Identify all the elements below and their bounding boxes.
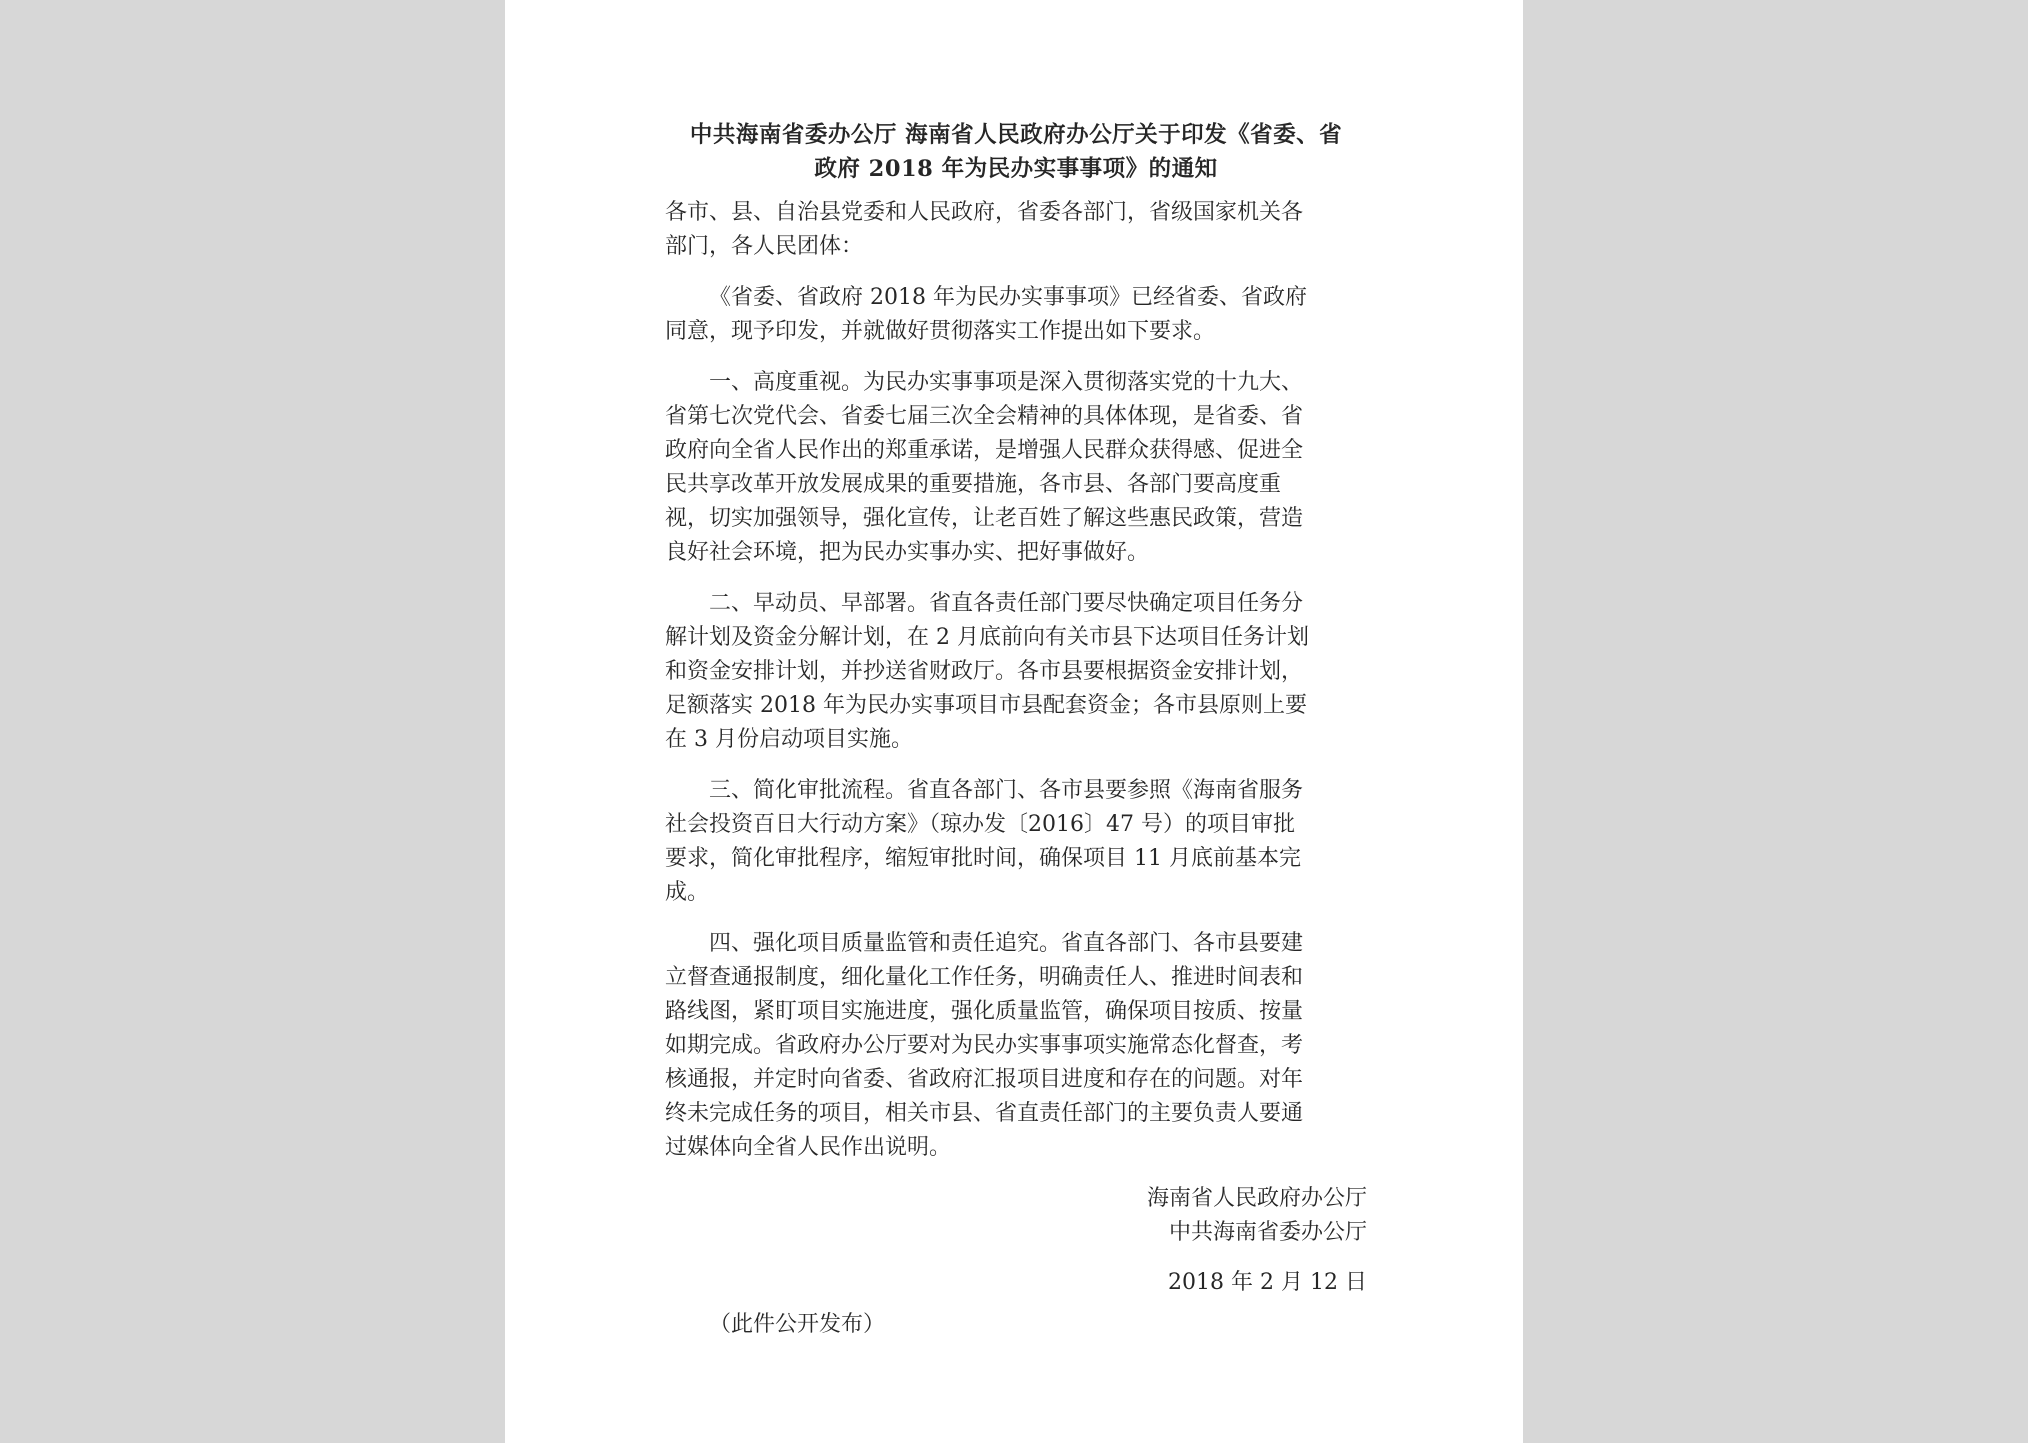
text-line: 《省委、省政府 2018 年为民办实事事项》已经省委、省政府 [709,285,1307,310]
text-line: 成。 [665,880,710,905]
text-line: 在 3 月份启动项目实施。 [665,727,913,752]
text-line: 立督查通报制度，细化量化工作任务，明确责任人、推进时间表和 [665,965,1304,990]
text-line: 要求，简化审批程序，缩短审批时间，确保项目 11 月底前基本完 [665,846,1301,871]
section-3-paragraph [665,774,1367,910]
text-line: 终未完成任务的项目，相关市县、省直责任部门的主要负责人要通 [665,1101,1304,1126]
text-line: 如期完成。省政府办公厅要对为民办实事事项实施常态化督查，考 [665,1033,1304,1058]
text-line: 民共享改革开放发展成果的重要措施，各市县、各部门要高度重 [665,472,1282,497]
text-line: 四、强化项目质量监管和责任追究。省直各部门、各市县要建 [709,931,1304,956]
intro-paragraph [665,281,1367,349]
text-line: 视，切实加强领导，强化宣传，让老百姓了解这些惠民政策，营造 [665,506,1304,531]
text-line: 一、高度重视。为民办实事事项是深入贯彻落实党的十九大、 [709,370,1304,395]
text-line: 良好社会环境，把为民办实事办实、把好事做好。 [665,540,1150,565]
text-line: 过媒体向全省人民作出说明。 [665,1135,952,1160]
text-line: 各市、县、自治县党委和人民政府，省委各部门，省级国家机关各 [665,200,1304,225]
text-line: 核通报，并定时向省委、省政府汇报项目进度和存在的问题。对年 [665,1067,1304,1092]
signature-block [665,1182,1367,1250]
text-line: 和资金安排计划，并抄送省财政厅。各市县要根据资金安排计划， [665,659,1304,684]
document-title [665,118,1367,186]
text-line: 二、早动员、早部署。省直各责任部门要尽快确定项目任务分 [709,591,1304,616]
title-line: 政府 2018 年为民办实事事项》的通知 [814,156,1218,182]
text-line: 解计划及资金分解计划，在 2 月底前向有关市县下达项目任务计划 [665,625,1309,650]
document-body [665,118,1367,1342]
signature-line: 中共海南省委办公厅 [1168,1220,1367,1245]
document-date: 2018 年 2 月 12 日 [1168,1270,1367,1295]
text-line: 政府向全省人民作出的郑重承诺，是增强人民群众获得感、促进全 [665,438,1304,463]
text-line: 省第七次党代会、省委七届三次全会精神的具体体现，是省委、省 [665,404,1304,429]
section-2-paragraph [665,587,1367,757]
salutation [665,196,1367,264]
text-line: 同意，现予印发，并就做好贯彻落实工作提出如下要求。 [665,319,1216,344]
text-line: 路线图，紧盯项目实施进度，强化质量监管，确保项目按质、按量 [665,999,1304,1024]
text-line: 部门，各人民团体： [665,234,864,259]
publication-note: （此件公开发布） [709,1312,886,1337]
title-line: 中共海南省委办公厅 海南省人民政府办公厅关于印发《省委、省 [689,122,1343,148]
signature-line: 海南省人民政府办公厅 [1146,1186,1367,1211]
section-4-paragraph [665,927,1367,1165]
section-1-paragraph [665,366,1367,570]
text-line: 足额落实 2018 年为民办实事项目市县配套资金；各市县原则上要 [665,693,1307,718]
document-page [505,0,1523,1443]
text-line: 三、简化审批流程。省直各部门、各市县要参照《海南省服务 [709,778,1304,803]
text-line: 社会投资百日大行动方案》（琼办发〔2016〕47 号）的项目审批 [665,812,1295,837]
